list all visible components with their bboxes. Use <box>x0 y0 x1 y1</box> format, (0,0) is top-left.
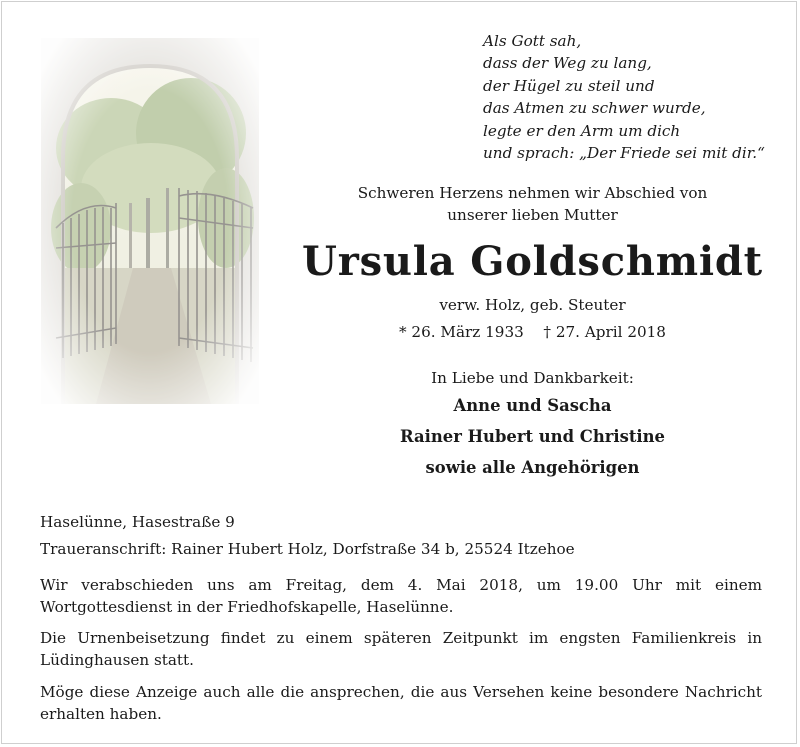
intro-text <box>290 182 775 226</box>
life-dates <box>290 323 775 341</box>
death-date: † 27. April 2018 <box>543 323 666 341</box>
poem-line: und sprach: „Der Friede sei mit dir.“ <box>483 144 765 163</box>
closing-paragraph: Möge diese Anzeige auch alle die ansprechen, die aus Versehen keine besondere Nachricht erhalten haben. <box>40 683 762 723</box>
mourners-intro: In Liebe und Dankbarkeit: <box>431 369 634 387</box>
intro-line-2: unserer lieben Mutter <box>447 206 618 224</box>
mourner-name: Anne und Sascha <box>453 396 612 415</box>
poem-line: Als Gott sah, <box>483 32 582 50</box>
poem-line: das Atmen zu schwer wurde, <box>483 99 706 118</box>
poem-line: legte er den Arm um dich <box>483 121 681 140</box>
poem-line: der Hügel zu steil und <box>483 76 655 95</box>
garden-gate-photo <box>41 38 259 404</box>
poem-line: dass der Weg zu lang, <box>483 54 652 73</box>
intro-line-1: Schweren Herzens nehmen wir Abschied von <box>357 184 708 202</box>
birth-date: * 26. März 1933 <box>399 323 524 341</box>
mourning-address: Traueranschrift: Rainer Hubert Holz, Dorfstraße 34 b, 25524 Itzehoe <box>40 540 575 558</box>
service-paragraph: Wir verabschieden uns am Freitag, dem 4. Mai 2018, um 19.00 Uhr mit einem Wortgottesdienst in der Friedhofskapelle, Haselünne. <box>40 576 762 616</box>
mourner-name: sowie alle Angehörigen <box>425 458 640 477</box>
poem <box>483 30 765 164</box>
deceased-name: Ursula Goldschmidt <box>302 238 763 285</box>
mourner-name: Rainer Hubert und Christine <box>400 427 665 446</box>
home-address: Haselünne, Hasestraße 9 <box>40 513 235 531</box>
maiden-name: verw. Holz, geb. Steuter <box>439 296 626 314</box>
burial-paragraph: Die Urnenbeisetzung findet zu einem späteren Zeitpunkt im engsten Familienkreis in Lüdinghausen statt. <box>40 629 762 669</box>
